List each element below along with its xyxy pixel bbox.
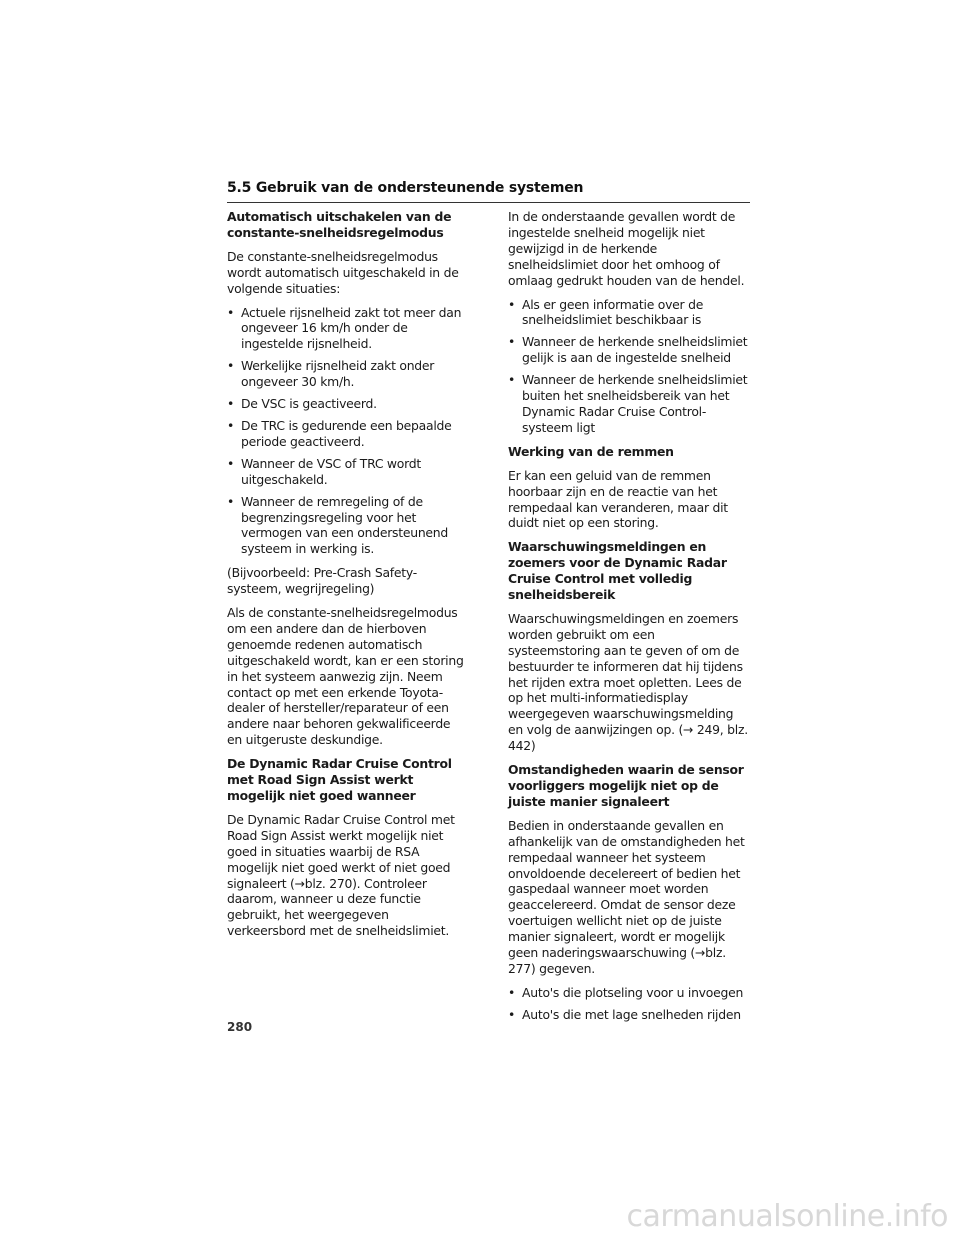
list-item: • Wanneer de herkende snelheidslimiet buiten het snelheidsbereik van het Dynamic Radar Cruise Control-systeem ligt [508, 372, 748, 435]
right-column [508, 209, 748, 1031]
list-item: • Wanneer de remregeling of de begrenzingsregeling voor het vermogen van een ondersteunend systeem in werking is. [227, 493, 449, 557]
page-number: 280 [227, 1020, 253, 1034]
bullet-icon: • [227, 455, 235, 471]
bullet-icon: • [227, 493, 235, 509]
paragraph: De Dynamic Radar Cruise Control met Road Sign Assist werkt mogelijk niet goed in situaties waarbij de RSA mogelijk niet goed werkt of niet goed signaleert (→blz. 270). Controleer daarom, wanneer u deze functie gebruikt, het weergegeven verkeersbord met de snelheidslimiet. [227, 811, 455, 939]
heading-rsa-limitations: De Dynamic Radar Cruise Control met Road Sign Assist werkt mogelijk niet goed wanneer [227, 756, 452, 803]
heading-auto-disable: Automatisch uitschakelen van de constante-snelheidsregelmodus [227, 209, 452, 240]
left-column [227, 209, 467, 947]
watermark: carmanualsonline.info [626, 1199, 948, 1234]
bullet-list [508, 297, 748, 436]
list-item: • Werkelijke rijsnelheid zakt onder ongeveer 30 km/h. [227, 358, 435, 390]
list-item: • De VSC is geactiveerd. [227, 396, 377, 412]
list-item: • Als er geen informatie over de snelheidslimiet beschikbaar is [508, 296, 704, 328]
bullet-icon: • [508, 984, 516, 1000]
paragraph: De constante-snelheidsregelmodus wordt automatisch uitgeschakeld in de volgende situaties: [227, 248, 459, 296]
section-header [227, 178, 750, 203]
paragraph: (Bijvoorbeeld: Pre-Crash Safety-systeem, wegrijregeling) [227, 565, 417, 597]
bullet-icon: • [227, 358, 235, 374]
bullet-icon: • [227, 304, 235, 320]
bullet-icon: • [227, 417, 235, 433]
bullet-icon: • [227, 396, 235, 412]
heading-warnings: Waarschuwingsmeldingen en zoemers voor de Dynamic Radar Cruise Control met volledig snelheidsbereik [508, 539, 727, 603]
paragraph: Als de constante-snelheidsregelmodus om een andere dan de hierboven genoemde redenen automatisch uitgeschakeld wordt, kan er een storing in het systeem aanwezig zijn. Neem contact op met een erkende Toyota-dealer of hersteller/reparateur of een andere naar behoren gekwalificeerde en uitgeruste deskundige. [227, 605, 464, 748]
list-item: • Auto's die met lage snelheden rijden [508, 1006, 741, 1022]
paragraph: Er kan een geluid van de remmen hoorbaar zijn en de reactie van het rempedaal kan veranderen, maar dit duidt niet op een storing. [508, 467, 728, 531]
list-item: • Actuele rijsnelheid zakt tot meer dan ongeveer 16 km/h onder de ingestelde rijsnelheid. [227, 304, 462, 352]
bullet-icon: • [508, 372, 516, 388]
list-item: • De TRC is gedurende een bepaalde periode geactiveerd. [227, 417, 452, 449]
paragraph: Waarschuwingsmeldingen en zoemers worden gebruikt om een systeemstoring aan te geven of om de bestuurder te informeren dat hij tijdens het rijden extra moet opletten. Lees de op het multi-informatiedisplay weergegeven waarschuwingsmelding en volg de aanwijzingen op. (→ 249, blz. 442) [508, 610, 748, 754]
list-item: • Wanneer de VSC of TRC wordt uitgeschakeld. [227, 455, 421, 487]
heading-sensor-conditions: Omstandigheden waarin de sensor voorliggers mogelijk niet op de juiste manier signaleert [508, 762, 744, 809]
bullet-icon: • [508, 296, 516, 312]
bullet-list [508, 985, 748, 1023]
list-item: • Wanneer de herkende snelheidslimiet gelijk is aan de ingestelde snelheid [508, 334, 748, 366]
bullet-list [227, 305, 467, 558]
paragraph: In de onderstaande gevallen wordt de ingestelde snelheid mogelijk niet gewijzigd in de herkende snelheidslimiet door het omhoog of omlaag gedrukt houden van de hendel. [508, 209, 745, 288]
bullet-icon: • [508, 334, 516, 350]
list-item: • Auto's die plotseling voor u invoegen [508, 984, 744, 1000]
bullet-icon: • [508, 1006, 516, 1022]
section-title: 5.5 Gebruik van de ondersteunende systemen [227, 180, 584, 196]
paragraph: Bedien in onderstaande gevallen en afhankelijk van de omstandigheden het rempedaal wanneer het systeem onvoldoende decelereert of bedien het gaspedaal wanneer moet worden geaccelereerd. Omdat de sensor deze voertuigen wellicht niet op de juiste manier signaleert, wordt er mogelijk geen naderingswaarschuwing (→blz. 277) gegeven. [508, 817, 745, 976]
heading-brakes: Werking van de remmen [508, 443, 674, 459]
